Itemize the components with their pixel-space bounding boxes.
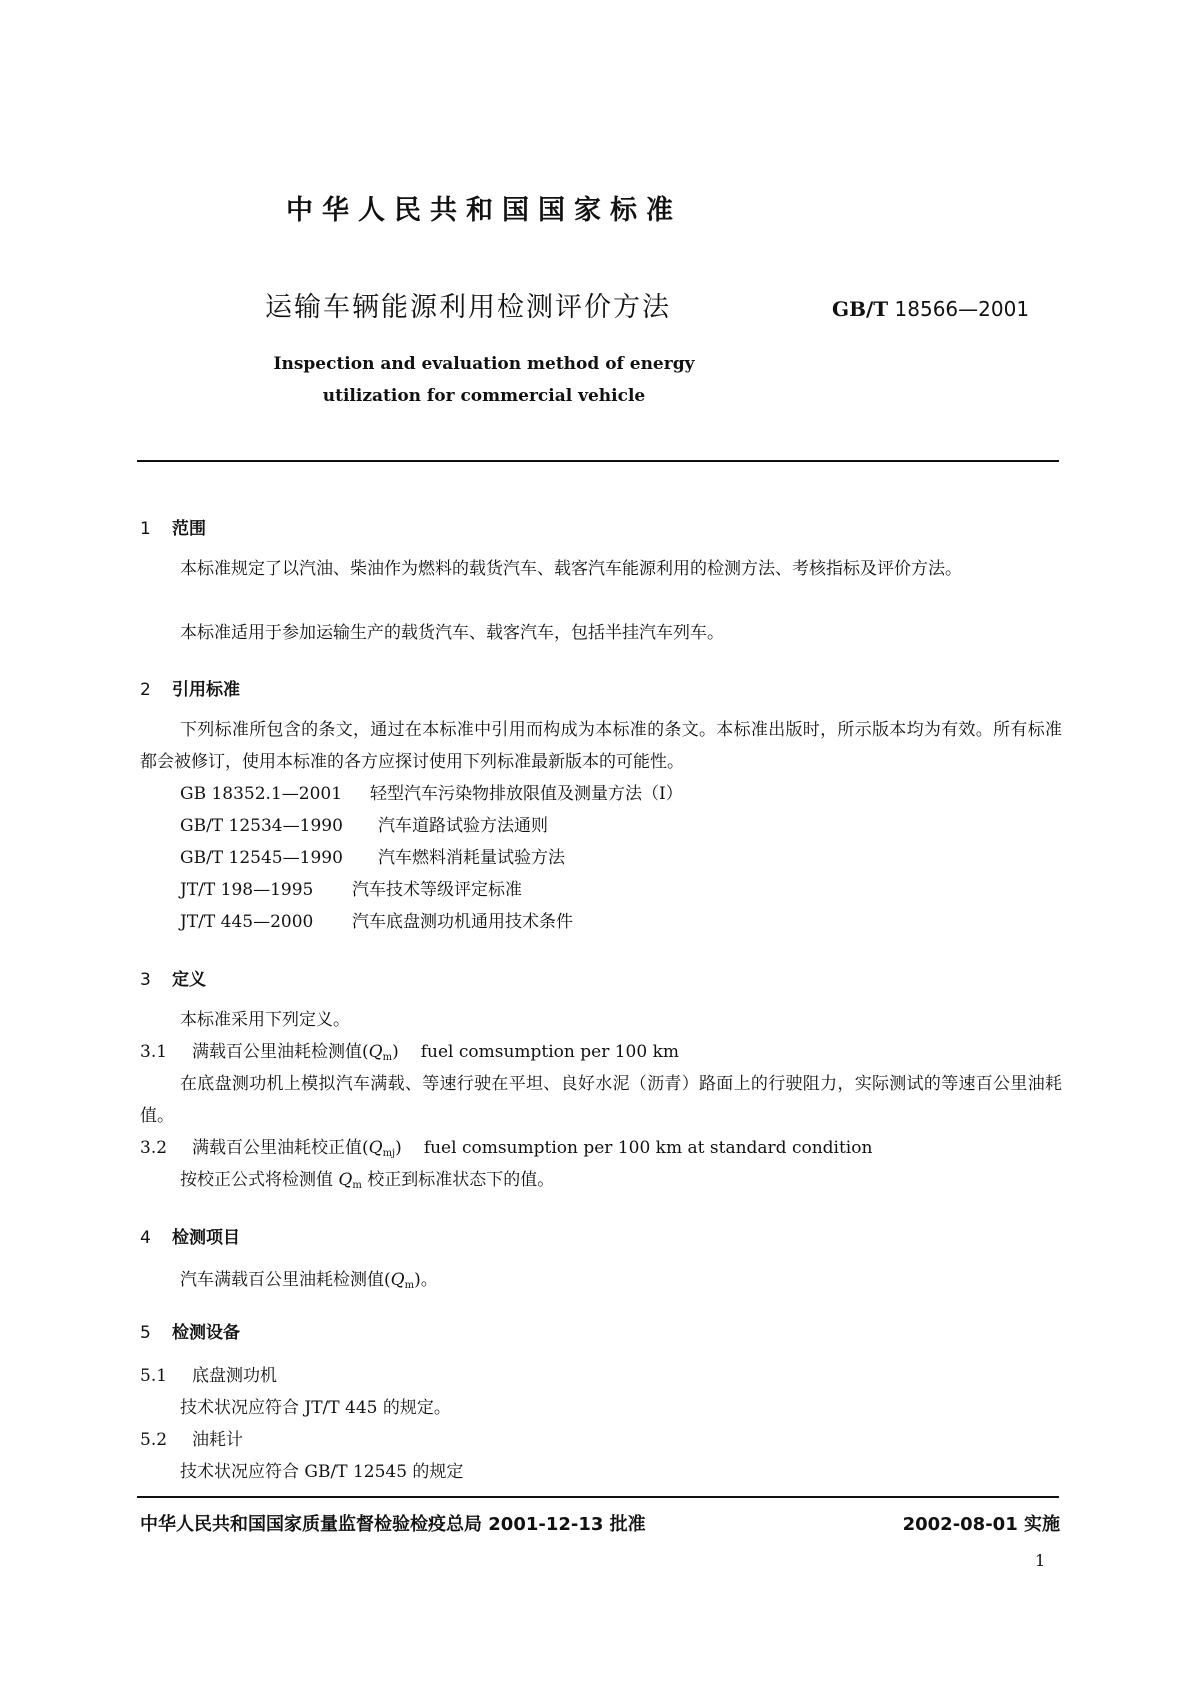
reference-item [180,842,565,874]
desc-text-a: 按校正公式将检测值 [180,1170,339,1190]
symbol-q: Q [368,1138,383,1158]
section-2-paragraph: 下列标准所包含的条文，通过在本标准中引用而构成为本标准的条文。本标准出版时，所示版本均为有效。所有标准都会被修订，使用本标准的各方应探讨使用下列标准最新版本的可能性。 [140,720,1062,772]
national-standard-heading: 中华人民共和国国家标准 [286,195,682,226]
section-5-heading [140,1318,240,1343]
section-number: 3 [140,970,151,990]
clause-number: 5.2 [140,1430,168,1450]
reference-name: 汽车燃料消耗量试验方法 [378,848,565,868]
reference-item [180,810,548,842]
clause-5-2 [140,1424,243,1456]
title-en-line-1: Inspection and evaluation method of energy [273,354,695,374]
section-title: 范围 [172,519,206,539]
clause-3-1-description: 在底盘测功机上模拟汽车满载、等速行驶在平坦、良好水泥（沥青）路面上的行驶阻力，实际测试的等速百公里油耗值。 [140,1074,1062,1126]
clause-title: 油耗计 [192,1430,243,1450]
reference-code: JT/T 445—2000 [180,912,314,932]
clause-number: 3.2 [140,1138,168,1158]
clause-term: 满载百公里油耗校正值( [192,1138,369,1158]
clause-5-1-description: 技术状况应符合 JT/T 445 的规定。 [180,1398,451,1418]
symbol-q: Q [338,1170,353,1190]
title-en-line-2: utilization for commercial vehicle [322,386,646,406]
standard-code: 18566—2001 [894,297,1030,321]
document-title-en [0,348,968,412]
reference-name: 轻型汽车污染物排放限值及测量方法（Ⅰ） [370,784,683,804]
section-number: 4 [140,1228,151,1248]
section-1-heading [140,514,206,539]
header-divider [137,460,1059,462]
symbol-subscript: m [352,1180,362,1191]
section-4-text [180,1264,438,1302]
reference-code: GB/T 12534—1990 [180,816,343,836]
section-title: 检测设备 [172,1323,240,1343]
section-1-paragraph-2: 本标准适用于参加运输生产的载货汽车、载客汽车，包括半挂汽车列车。 [180,623,724,643]
clause-term-close: ) [395,1138,402,1158]
section-3-heading [140,965,206,990]
standard-prefix: GB/T [832,297,889,321]
reference-item [180,874,522,906]
reference-code: GB 18352.1—2001 [180,784,343,804]
standard-number [832,297,1029,321]
clause-term-en: fuel comsumption per 100 km [420,1042,679,1062]
section-1-paragraph-1: 本标准规定了以汽油、柴油作为燃料的载货汽车、载客汽车能源利用的检测方法、考核指标及评价方法。 [180,559,962,579]
clause-5-2-description: 技术状况应符合 GB/T 12545 的规定 [180,1462,464,1482]
section-number: 5 [140,1323,151,1343]
text-a: 汽车满载百公里油耗检测值( [180,1270,391,1290]
symbol-q: Q [368,1042,383,1062]
reference-name: 汽车底盘测功机通用技术条件 [352,912,573,932]
document-title-cn: 运输车辆能源利用检测评价方法 [265,292,671,323]
clause-title: 底盘测功机 [192,1366,277,1386]
reference-name: 汽车道路试验方法通则 [378,816,548,836]
section-2-heading [140,675,240,700]
clause-term-en: fuel comsumption per 100 km at standard condition [423,1138,873,1158]
clause-number: 5.1 [140,1366,168,1386]
section-title: 检测项目 [172,1228,240,1248]
reference-name: 汽车技术等级评定标准 [352,880,522,900]
symbol-subscript: m [404,1280,415,1291]
text-b: )。 [414,1270,438,1290]
reference-code: GB/T 12545—1990 [180,848,343,868]
clause-number: 3.1 [140,1042,168,1062]
clause-5-1 [140,1360,277,1392]
reference-item [180,778,683,810]
page-number: 1 [1035,1551,1046,1570]
approval-statement: 中华人民共和国国家质量监督检验检疫总局 2001-12-13 批准 [140,1514,646,1535]
symbol-subscript: m [382,1052,393,1063]
section-title: 引用标准 [172,680,240,700]
clause-3-2-description [180,1164,554,1202]
section-number: 1 [140,519,151,539]
reference-item [180,906,573,938]
footer-divider [137,1496,1059,1498]
section-4-heading [140,1223,240,1248]
section-title: 定义 [172,970,206,990]
reference-code: JT/T 198—1995 [180,880,314,900]
desc-text-b: 校正到标准状态下的值。 [361,1170,555,1190]
implementation-date: 2002-08-01 实施 [902,1514,1060,1535]
clause-term: 满载百公里油耗检测值( [192,1042,369,1062]
section-3-intro: 本标准采用下列定义。 [180,1010,350,1030]
symbol-subscript: mj [382,1148,396,1159]
symbol-q: Q [390,1270,405,1290]
clause-term-close: ) [392,1042,399,1062]
section-number: 2 [140,680,151,700]
